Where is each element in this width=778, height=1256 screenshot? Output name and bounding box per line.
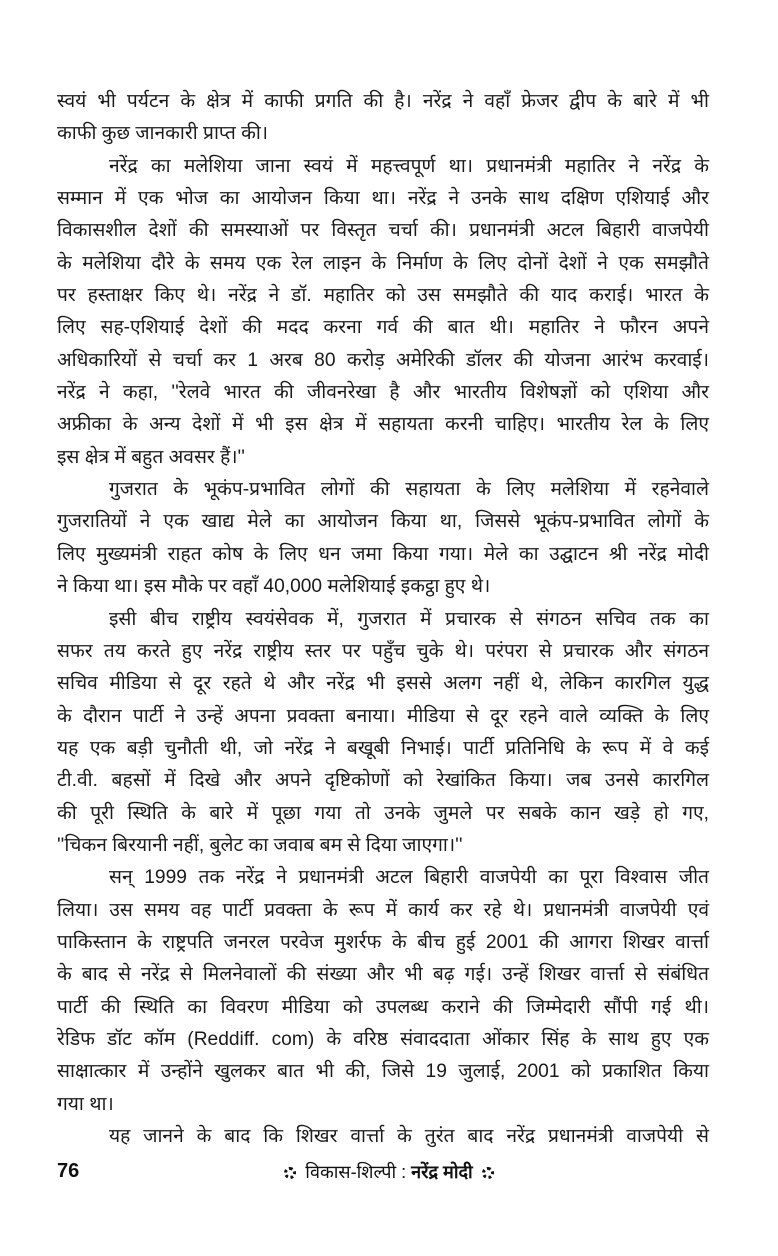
text-line: सम्मान में एक भोज का आयोजन किया था। नरेंद्र ने उनके साथ दक्षिण एशियाई और	[57, 188, 709, 210]
text-line: गुजरातियों ने एक खाद्य मेले का आयोजन किया था, जिससे भूकंप-प्रभावित लोगों के	[57, 511, 709, 533]
text-line: की पूरी स्थिति के बारे में पूछा गया तो उनके जुमले पर सबके कान खड़े हो गए,	[57, 802, 709, 824]
text-line: ने किया था। इस मौके पर वहाँ 40,000 मलेशियाई इकट्ठा हुए थे।	[57, 576, 491, 598]
text-line: काफी कुछ जानकारी प्राप्त की।	[57, 123, 269, 145]
text-line: इस क्षेत्र में बहुत अवसर हैं।''	[57, 446, 245, 468]
text-line: सचिव मीडिया से दूर रहते थे और नरेंद्र भी इससे अलग नहीं थे, लेकिन कारगिल युद्ध	[57, 673, 709, 695]
text-line: पर हस्ताक्षर किए थे। नरेंद्र ने डॉ. महातिर को उस समझौते की याद कराई। भारत के	[57, 285, 709, 307]
body-text	[57, 86, 709, 1153]
text-line: पाकिस्तान के राष्ट्रपति जनरल परवेज मुशर्रफ के बीच हुई 2001 की आगरा शिखर वार्त्ता	[57, 931, 709, 953]
text-line: के बाद से नरेंद्र से मिलनेवालों की संख्या और भी बढ़ गई। उन्हें शिखर वार्त्ता से संबंधित	[57, 964, 709, 986]
text-line: नरेंद्र ने कहा, ''रेलवे भारत की जीवनरेखा है और भारतीय विशेषज्ञों को एशिया और	[57, 382, 709, 404]
text-line: सफर तय करते हुए नरेंद्र राष्ट्रीय स्तर पर पहुँच चुके थे। परंपरा से प्रचारक और संगठन	[57, 640, 709, 662]
text-line: इसी बीच राष्ट्रीय स्वयंसेवक में, गुजरात में प्रचारक से संगठन सचिव तक का	[109, 608, 709, 630]
text-line: के मलेशिया दौरे के समय एक रेल लाइन के निर्माण के लिए दोनों देशों ने एक समझौते	[57, 252, 709, 274]
text-line: के दौरान पार्टी ने उन्हें अपना प्रवक्ता बनाया। मीडिया से दूर रहने वाले व्यक्ति के लिए	[57, 705, 709, 727]
flower-ornament-icon	[284, 1167, 296, 1179]
flower-ornament-icon	[482, 1167, 494, 1179]
text-line: गया था।	[57, 1093, 114, 1115]
page-number: 76	[57, 1160, 80, 1182]
text-line: लिए मुख्यमंत्री राहत कोष के लिए धन जमा किया गया। मेले का उद्घाटन श्री नरेंद्र मोदी	[57, 543, 709, 565]
text-line: साक्षात्कार में उन्होंने खुलकर बात भी की, जिसे 19 जुलाई, 2001 को प्रकाशित किया	[57, 1061, 709, 1083]
text-line: पार्टी की स्थिति का विवरण मीडिया को उपलब्ध कराने की जिम्मेदारी सौंपी गई थी।	[57, 996, 709, 1018]
text-line: नरेंद्र का मलेशिया जाना स्वयं में महत्त्वपूर्ण था। प्रधानमंत्री महातिर ने नरेंद्र के	[109, 155, 709, 177]
text-line: स्वयं भी पर्यटन के क्षेत्र में काफी प्रगति की है। नरेंद्र ने वहाँ फ्रेजर द्वीप के बारे में भी	[57, 91, 709, 112]
text-line: रेडिफ डॉट कॉम (Reddiff. com) के वरिष्ठ संवाददाता ओंकार सिंह के साथ हुए एक	[57, 1028, 709, 1050]
text-line: ''चिकन बिरयानी नहीं, बुलेट का जवाब बम से दिया जाएगा।''	[57, 834, 463, 856]
book-title: विकास-शिल्पी :	[305, 1162, 407, 1182]
text-line: यह एक बड़ी चुनौती थी, जो नरेंद्र ने बखूबी निभाई। पार्टी प्रतिनिधि के रूप में वे कई	[57, 737, 709, 759]
text-line: टी.वी. बहसों में दिखे और अपने दृष्टिकोणों को रेखांकित किया। जब उनसे कारगिल	[57, 770, 709, 792]
text-line: यह जानने के बाद कि शिखर वार्त्ता के तुरंत बाद नरेंद्र प्रधानमंत्री वाजपेयी से	[109, 1126, 709, 1147]
text-line: अधिकारियों से चर्चा कर 1 अरब 80 करोड़ अमेरिकी डॉलर की योजना आरंभ करवाई।	[57, 349, 709, 371]
text-line: विकासशील देशों की समस्याओं पर विस्तृत चर्चा की। प्रधानमंत्री अटल बिहारी वाजपेयी	[57, 220, 709, 242]
text-line: गुजरात के भूकंप-प्रभावित लोगों की सहायता के लिए मलेशिया में रहनेवाले	[109, 479, 709, 501]
text-line: अफ्रीका के अन्य देशों में भी इस क्षेत्र में सहायता करनी चाहिए। भारतीय रेल के लिए	[57, 414, 709, 436]
author-name: नरेंद्र मोदी	[411, 1162, 473, 1182]
running-footer	[0, 1160, 778, 1184]
text-line: सन् 1999 तक नरेंद्र ने प्रधानमंत्री अटल बिहारी वाजपेयी का पूरा विश्वास जीत	[109, 867, 709, 889]
text-line: लिए सह-एशियाई देशों की मदद करना गर्व की बात थी। महातिर ने फौरन अपने	[57, 317, 709, 339]
text-line: लिया। उस समय वह पार्टी प्रवक्ता के रूप में कार्य कर रहे थे। प्रधानमंत्री वाजपेयी एवं	[57, 899, 709, 921]
